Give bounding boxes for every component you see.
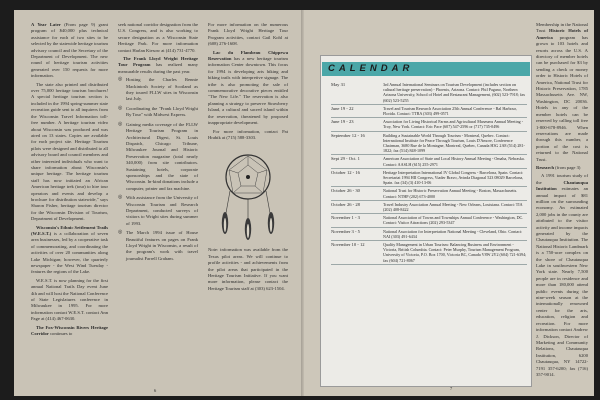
bullet-item: ◎ Gaining media coverage of the FLLW Heritage Tourism Program in Architectural Digest, St. Louis Dispatch, Chicago Tribune, Milwaukee Journal and Historic Preservation magazine (total nearly 340,000) from site contributors. Sustaining hotels, corporate sponsorships and the state of Wisconsin. In-kind donations include a computer, printer and fax machine. bbox=[118, 121, 198, 191]
calendar-title-band bbox=[322, 62, 530, 76]
bullet-item: ◎ Coordinating the "Frank Lloyd Wright By Tour" with Midwest Express. bbox=[118, 105, 198, 118]
page-number: 6 bbox=[154, 388, 157, 393]
calendar-row: November 3 - 5 National Association for Interpretation National Meeting - Cleveland, Ohio. Contact: NAI (303) 491-6434 bbox=[331, 228, 527, 241]
calendar-row: November 1 - 3 National Association of Towns and Townships Annual Conference - Washington, DC. Contact: Visitor Attractions (202) 293-5347 bbox=[331, 214, 527, 227]
calendar-row: October 12 - 16 Heritage Interpretation International IV Global Congress - Barcelona, Spain. Contact: Secretariat 1994 HII Congress, Viader Bravo, Avinda Diagonal 523 08029 Barcelona, Spain. fax (34) (3) 410-13-06 bbox=[331, 169, 527, 188]
page-number: 7 bbox=[450, 386, 453, 391]
left-column-1: A Year Later (From page 9) grant program of $40,000 plus technical assistance for each of two sites to be selected by the statewide heritage tourism advisory council and the Secretary of the Department of Development. The new round of heritage tourism activities generated over 150 requests for more information. The state also printed and distributed over 75,000 heritage tourism brochures! A special heritage tourism section is included in the 1994 spring-summer state recreation guide sent to all inquirers from the Wisconsin Travel Information toll-free number. A heritage tourism video about Wisconsin was produced and was aired on 13 states. Copies are available for each project site. Heritage Tourism pilots were designed and distributed to all advisory board and council members and other interested individuals who want to share information about Wisconsin's unique heritage. The heritage tourism staff has now initiated an African American heritage trek (tour) to hire tour operators and events and develop a brochure for distribution statewide," says Sharon Fisher, heritage tourism director for the Wisconsin Division of Tourism, Department of Development. Wisconsin's Ethnic Settlement Trails (W.E.S.T.) is a collaboration of seven area businesses, led by a cooperative task of commemorating, and coordinating the activities of over 20 communities along Lake Michigan; however, the quarterly newspaper - the West Wind Tuesday - features the regions of the Lake. W.E.S.T. is now planning for the first annual National Trails Day event June 4th and will host the National Conference of State Legislatures conference in Milwaukee in 1995. For more information contact W.E.S.T. contact Ann Page at (414) 467-0630. The Fox-Wisconsin Rivers Heritage Corridor continues to bbox=[31, 22, 108, 337]
dreamcatcher-illustration bbox=[208, 143, 288, 247]
calendar-row: May 31 3rd Annual International Seminars on Tourism Development (includes section on cultural heritage preservation) - Phoenix, Arizona. Contact: Phil Pagano, Northern Arizona University, School of Hotel and Restaurant Management, (602) 523-7918; fax (602) 523-5255 bbox=[331, 81, 527, 105]
paragraph: For more information on the numerous Frank Lloyd Wright Heritage Tour Program activities, contact Gail Kohl at (608) 276-1608. bbox=[208, 22, 288, 47]
calendar-list bbox=[331, 81, 527, 265]
bullet-icon: ◎ bbox=[118, 195, 123, 201]
calendar-row: Sept 29 - Oct. 1 American Association of State and Local History Annual Meeting - Omaha, Nebraska. Contact: AASLH (615) 255-2971 bbox=[331, 155, 527, 168]
calendar-box bbox=[320, 55, 532, 387]
calendar-title: CALENDAR bbox=[328, 63, 414, 74]
left-page bbox=[14, 10, 304, 396]
left-column-2: seek national corridor designation from the U.S. Congress, and is also working to secure designation as a Wisconsin State Heritage Park. For more information contact Harlan Kiesow at (414) 731-4770. The Frank Lloyd Wright Heritage Tour Program has realized many measurable results during the past year. ◎ Hosting the Charles Rennie Mackintosh Society of Scotland as they toured FLLW sites in Wisconsin last July. ◎ Coordinating the "Frank Lloyd Wright By Tour" with Midwest Express. ◎ Gaining media coverage of the FLLW Heritage Tourism Program in Architectural Digest, St. Louis Dispatch, Chicago Tribune, Milwaukee Journal and Historic Preservation magazine (total nearly 340,000) from site contributors. Sustaining hotels, corporate sponsorships and the state of Wisconsin. In-kind donations include a computer, printer and fax machine. ◎ With assistance from the University of Wisconsin Tourism and Research Department, conducted surveys of visitors to Wright sites during summer of 1993. ◎ The March 1994 issue of House Beautiful features on pages on Frank Lloyd Wright in Wisconsin, a result of the program's work with travel journalist Farrell Graham. bbox=[118, 22, 198, 261]
bullet-icon: ◎ bbox=[118, 121, 123, 127]
dreamcatcher-icon bbox=[208, 143, 288, 247]
paragraph: seek national corridor designation from the U.S. Congress, and is also working to secure designation as a Wisconsin State Heritage Park. For more information contact Harlan Kiesow at (414) 731-4770. bbox=[118, 22, 198, 53]
paragraph: The state also printed and distributed over 75,000 heritage tourism brochures! A special heritage tourism section is included in the 1994 spring-summer state recreation guide sent to all inquirers from the Wisconsin Travel Information toll-free number. A heritage tourism video about Wisconsin was produced and was aired on 13 states. Copies are available for each project site. Heritage Tourism pilots were designed and distributed to all advisory board and council members and other interested individuals who want to share information about Wisconsin's unique heritage. The heritage tourism staff has now initiated an African American heritage trek (tour) to hire tour operators and events and develop a brochure for distribution statewide," says Sharon Fisher, heritage tourism director for the Wisconsin Division of Tourism, Department of Development. bbox=[31, 81, 108, 222]
bullet-item: ◎ Hosting the Charles Rennie Mackintosh Society of Scotland as they toured FLLW sites in Wisconsin last July. bbox=[118, 77, 198, 102]
calendar-row: September 12 - 16 Building a Sustainable World Through Tourism - Montreal, Quebec. Contact: International Institute for Peace Through Tourism, Louis D'Amore, Conference Chairman, 3680 Rue de la Montagne, Montreal, Quebec, Canada H3G 2A8 (514) 281-1822; fax (514) 848-1099 bbox=[331, 132, 527, 156]
subheading: The Frank Lloyd Wright Heritage Tour Program bbox=[118, 56, 198, 68]
paragraph: W.E.S.T. is now planning for the first annual National Trails Day event June 4th and will host the National Conference of State Legislatures conference in Milwaukee in 1995. For more information contact W.E.S.T. contact Ann Page at (414) 467-0630. bbox=[31, 277, 108, 322]
subheading: Wisconsin's Ethnic Settlement Trails (W.E.S.T.) bbox=[31, 224, 108, 236]
subheading: Lac du Flambeau Chippewa Reservation bbox=[208, 49, 288, 62]
calendar-row: November 10 - 12 Quality Management in Urban Tourism: Balancing Business and Environment - Victoria, British Columbia. Contact: Peter Murphy, Tourism Management Program, University of Victoria, P.O. Box 1700, Victoria BC, Canada V8W 2Y2 (604) 721-6394; fax (604) 721-8067 bbox=[331, 241, 527, 265]
subheading: Research bbox=[536, 164, 555, 170]
calendar-row: June 19 - 22 Travel and Tourism Research Association 25th Annual Conference - Bal Harbour, Florida. Contact: TTRA (303) 499-0571 bbox=[331, 105, 527, 118]
bullet-icon: ◎ bbox=[118, 230, 123, 236]
right-column: Membership in the National Trust Historic Hotels of America program has grown to 103 hotels and resorts across the U.S. A directory of member hotels can be purchased for $3 by sending a check or money order to Historic Hotels of America, National Trust for Historic Preservation, 1785 Massachusetts Ave. NW, Washington, DC 20036. Hotels in any of the member hotels can be reserved by calling toll free 1-800-678-8946. When reservations are made through this number, a portion of the cost is returned to the National Trust. Research (from page 3) A 1991 tourism study of the Chautauqua Institution estimates an annual impact of $81 million on the surrounding economy. An estimated 2,000 jobs in the county are attributed to the visitor activity and income impacts generated by the Chautauqua Institution. The National Historic Landmark is a 750-acre complex on the shore of Chautauqua Lake in southwestern New York state. Nearly 7,500 people are in residence and more than 180,000 attend public events during the nine-week season at the internationally renowned center for the arts, education, religion and recreation. For more information contact Andrew J. Dickson, Director of Marketing and Community Relations, Chautauqua Institution, 6200 Chautauqua, NY 14722-7191 357-6200; fax (716) 357-9014. bbox=[536, 22, 589, 377]
bullet-icon: ◎ bbox=[118, 77, 123, 83]
subheading: The Fox-Wisconsin Rivers Heritage Corridor bbox=[31, 324, 108, 337]
calendar-row: October 26 - 30 National Trust for Historic Preservation Annual Meeting - Boston, Massachusetts. Contact: NTHP (202) 673-4000 bbox=[331, 187, 527, 200]
left-column-3: For more information on the numerous Frank Lloyd Wright Heritage Tour Program activities, contact Gail Kohl at (608) 276-1608. Lac du Flambeau Chippewa Reservation has a new heritage tourism information Center downtown. This focus for 1994 is developing arts hiking and biking trails with interpretive signage. The tribe is also promoting the sale of commemorative decorative pieces entitled "The New Life." The reservation is also planning a strategy to preserve Strawberry Island, a cultural and sacred island within the reservation, threatened by proposed inappropriate development. For more information, contact Pat Hrabik at (715) 588-3303. Note: information was available from the Texas pilot areas. We will continue to profile activities - and achievements from the pilot areas that participated in the Heritage Tourism Initiative. If you want more information, please contact the Heritage Tourism staff at (303) 623-1504. bbox=[208, 22, 288, 291]
magazine-spread bbox=[14, 10, 590, 396]
section-heading: A Year Later bbox=[31, 22, 61, 27]
paragraph: For more information, contact Pat Hrabik at (715) 588-3303. bbox=[208, 128, 288, 140]
right-page bbox=[304, 10, 594, 396]
calendar-row: June 19 - 23 Association for Living Historical Farms and Agricultural Museums Annual Meeting - Troy, New York. Contact: Eric Pace (607) 547-2596 or (717) 735-0496 bbox=[331, 118, 527, 131]
emphasis: Chautauqua Institution bbox=[536, 179, 588, 192]
bullet-icon: ◎ bbox=[118, 105, 123, 111]
paragraph: Note: information was available from the Texas pilot areas. We will continue to profile activities - and achievements from the pilot areas that participated in the Heritage Tourism Initiative. If you want more information, please contact the Heritage Tourism staff at (303) 623-1504. bbox=[208, 247, 288, 291]
emphasis: Historic Hotels of America bbox=[536, 28, 589, 40]
bullet-item: ◎ The March 1994 issue of House Beautiful features on pages on Frank Lloyd Wright in Wisconsin, a result of the program's work with travel journalist Farrell Graham. bbox=[118, 230, 198, 261]
calendar-row: October 26 - 28 Travel Industry Association Annual Meeting - New Orleans, Louisiana. Contact: TIA (202) 408-8422 bbox=[331, 201, 527, 214]
bullet-item: ◎ With assistance from the University of Wisconsin Tourism and Research Department, conducted surveys of visitors to Wright sites during summer of 1993. bbox=[118, 195, 198, 226]
